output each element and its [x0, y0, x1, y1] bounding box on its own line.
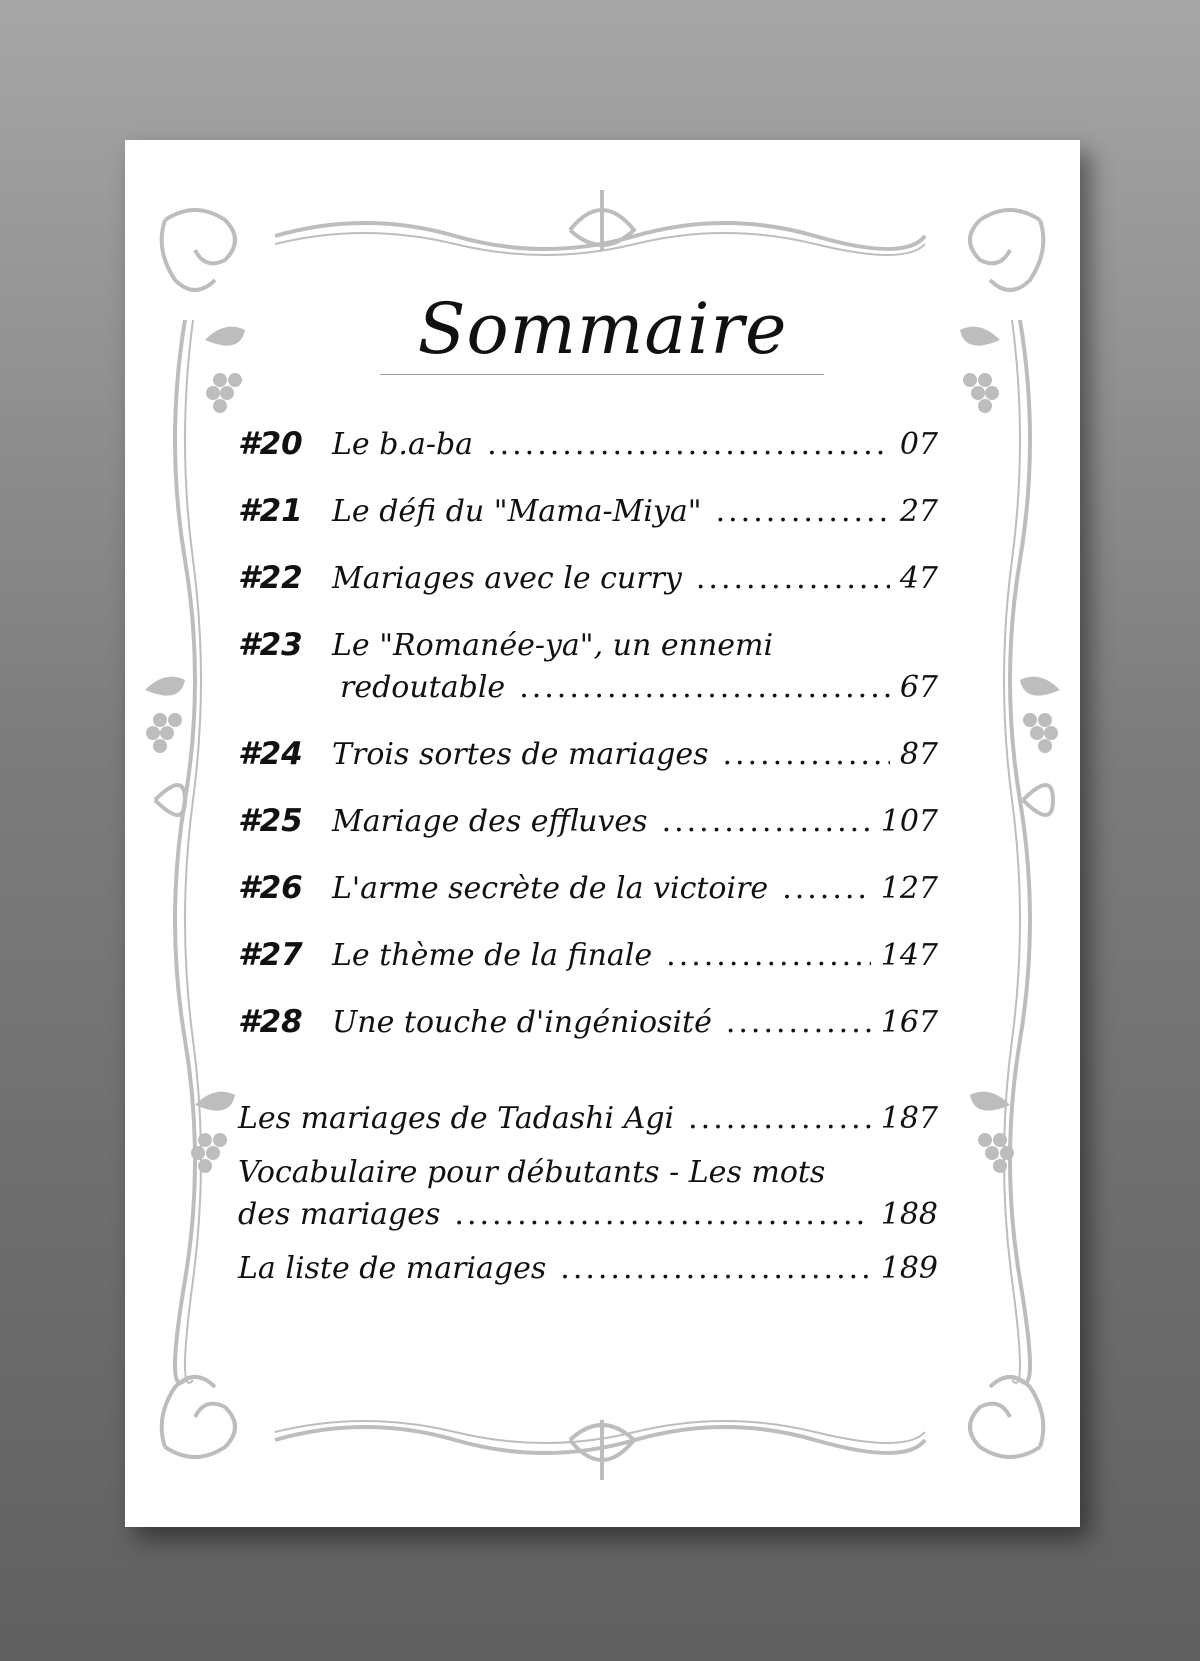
- chapter-entry: [238, 490, 938, 533]
- chapter-number: #24: [238, 736, 303, 772]
- entry-line: [238, 1248, 938, 1290]
- table-of-contents: [238, 423, 938, 1302]
- entry-body: [238, 1152, 938, 1236]
- entry-body: [332, 1002, 938, 1044]
- entry-body: [332, 424, 938, 466]
- dot-leader: [666, 935, 871, 977]
- chapter-number: #26: [238, 870, 303, 906]
- page-number: 27: [899, 494, 938, 529]
- page-number: 189: [880, 1251, 938, 1286]
- entry-title: Une touche d'ingéniosité: [332, 1005, 712, 1040]
- chapter-number: #25: [238, 803, 303, 839]
- dot-leader: [782, 868, 871, 910]
- entry-line: [238, 1194, 938, 1236]
- entry-title: des mariages: [238, 1197, 441, 1232]
- page-number: 167: [880, 1005, 938, 1040]
- chapter-number: #22: [238, 560, 303, 596]
- entry-title: L'arme secrète de la victoire: [332, 871, 769, 906]
- chapter-entry: [238, 624, 938, 709]
- entry-line: [332, 1002, 938, 1044]
- entry-line: [332, 424, 938, 466]
- entry-title: Vocabulaire pour débutants - Les mots: [238, 1155, 826, 1190]
- chapter-number: #28: [238, 1004, 303, 1040]
- entry-line: [332, 667, 938, 709]
- dot-leader: [722, 734, 889, 776]
- page-title: Sommaire: [417, 288, 788, 370]
- chapter-entry: [238, 733, 938, 776]
- entry-title: Mariage des effluves: [332, 804, 648, 839]
- entry-line: [332, 734, 938, 776]
- chapter-number: #20: [238, 426, 303, 462]
- entry-line: [332, 625, 938, 667]
- grape-cluster-icon: [206, 373, 242, 413]
- dot-leader: [487, 424, 890, 466]
- entry-line: [332, 801, 938, 843]
- dot-leader: [454, 1194, 870, 1236]
- page-number: 187: [880, 1101, 938, 1136]
- dot-leader: [662, 801, 871, 843]
- entry-line: [332, 935, 938, 977]
- entry-body: [332, 868, 938, 910]
- entry-body: [332, 801, 938, 843]
- dot-leader: [688, 1098, 871, 1140]
- entry-body: [238, 1098, 938, 1140]
- page-number: 47: [899, 561, 938, 596]
- entry-line: [238, 1098, 938, 1140]
- chapter-list: [238, 423, 938, 1044]
- entry-title: Trois sortes de mariages: [332, 737, 709, 772]
- page-number: 127: [880, 871, 938, 906]
- entry-title: Le "Romanée-ya", un ennemi: [332, 628, 774, 663]
- entry-body: [332, 734, 938, 776]
- entry-line: [332, 558, 938, 600]
- entry-body: [332, 558, 938, 600]
- appendix-entry: [238, 1248, 938, 1290]
- dot-leader: [726, 1002, 871, 1044]
- chapter-entry: [238, 867, 938, 910]
- entry-body: [332, 491, 938, 533]
- chapter-entry: [238, 934, 938, 977]
- dot-leader: [696, 558, 890, 600]
- dot-leader: [560, 1248, 870, 1290]
- dot-leader: [716, 491, 890, 533]
- page-number: 107: [880, 804, 938, 839]
- entry-line: [332, 491, 938, 533]
- entry-title: Le b.a-ba: [332, 427, 474, 462]
- entry-body: [332, 935, 938, 977]
- chapter-entry: [238, 1001, 938, 1044]
- entry-title: La liste de mariages: [238, 1251, 547, 1286]
- entry-title: redoutable: [340, 670, 506, 705]
- page-number: 87: [899, 737, 938, 772]
- page-number: 147: [880, 938, 938, 973]
- chapter-entry: [238, 557, 938, 600]
- chapter-number: #27: [238, 937, 303, 973]
- entry-title: Mariages avec le curry: [332, 561, 682, 596]
- chapter-entry: [238, 800, 938, 843]
- appendix-entry: [238, 1098, 938, 1140]
- page-number: 07: [899, 427, 938, 462]
- appendix-entry: [238, 1152, 938, 1236]
- entry-line: [238, 1152, 938, 1194]
- entry-body: [238, 1248, 938, 1290]
- entry-title: Le défi du "Mama-Miya": [332, 494, 702, 529]
- entry-line: [332, 868, 938, 910]
- page-number: 67: [899, 670, 938, 705]
- title-divider: [380, 374, 824, 375]
- dot-leader: [519, 667, 890, 709]
- appendix-list: [238, 1098, 938, 1290]
- page-number: 188: [880, 1197, 938, 1232]
- book-page: [125, 140, 1080, 1527]
- chapter-number: #21: [238, 493, 303, 529]
- entry-body: [332, 625, 938, 709]
- chapter-number: #23: [238, 627, 303, 663]
- entry-title: Les mariages de Tadashi Agi: [238, 1101, 675, 1136]
- chapter-entry: [238, 423, 938, 466]
- entry-title: Le thème de la finale: [332, 938, 653, 973]
